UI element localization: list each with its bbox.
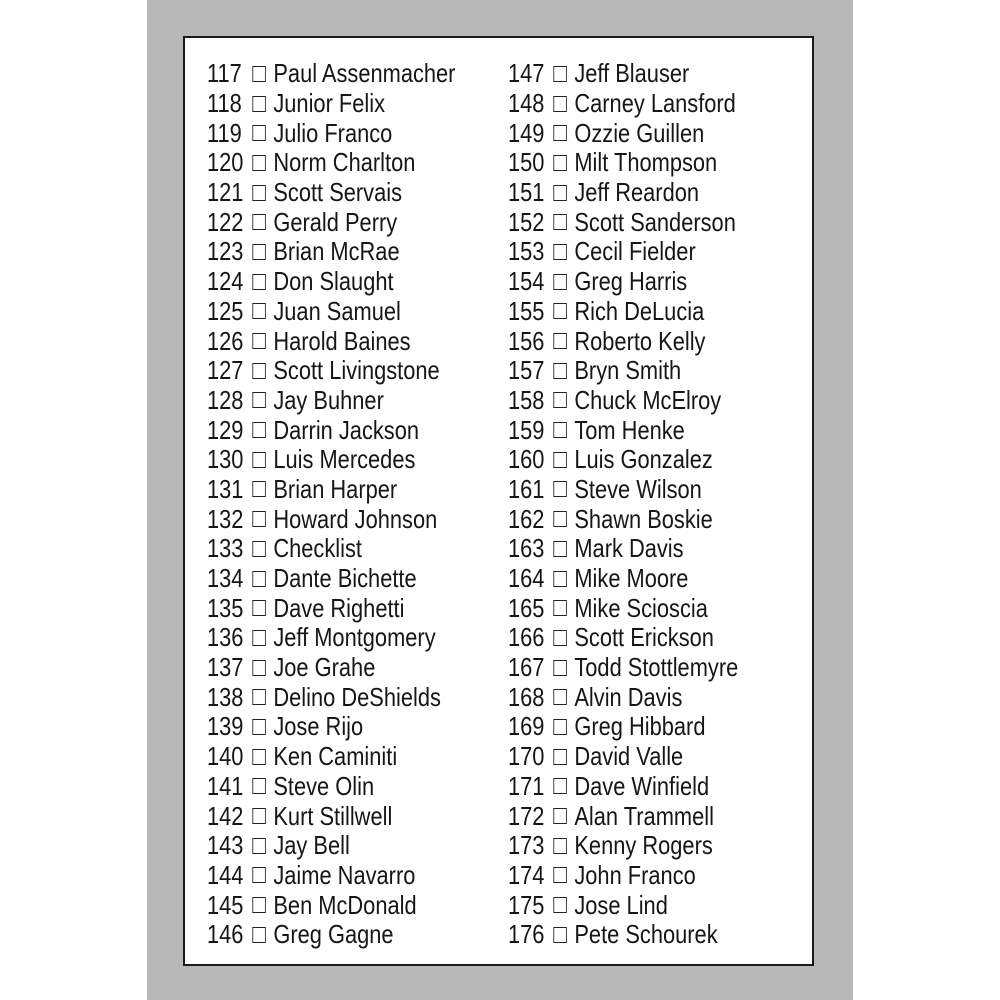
checklist-entry (207, 861, 455, 891)
card-number: 160 (508, 444, 545, 475)
card-number: 156 (508, 325, 545, 356)
checkbox[interactable] (553, 897, 566, 913)
checklist-entry (508, 207, 738, 237)
checkbox[interactable] (553, 214, 566, 230)
card-number: 152 (508, 206, 545, 237)
checklist-entry (207, 593, 455, 623)
checklist-entry (508, 682, 738, 712)
card-number: 129 (207, 414, 244, 445)
checkbox[interactable] (252, 511, 265, 527)
checklist-entry (508, 653, 738, 683)
checklist-entry (508, 118, 738, 148)
card-number: 141 (207, 770, 244, 801)
checklist-entry (207, 890, 455, 920)
player-name: Luis Gonzalez (574, 444, 713, 475)
checklist-entry (508, 297, 738, 327)
checklist-entry (207, 326, 455, 356)
player-name: Harold Baines (273, 325, 411, 356)
player-name: Paul Assenmacher (273, 58, 456, 89)
player-name: Scott Erickson (574, 622, 714, 653)
checkbox[interactable] (553, 749, 566, 765)
checklist-entry (207, 267, 455, 297)
card-number: 159 (508, 414, 545, 445)
checkbox[interactable] (252, 66, 265, 82)
checklist-entry (508, 445, 738, 475)
player-name: Howard Johnson (273, 503, 438, 534)
checkbox[interactable] (553, 689, 566, 705)
checkbox[interactable] (553, 660, 566, 676)
player-name: Brian Harper (273, 473, 398, 504)
checklist-entry (207, 237, 455, 267)
player-name: Jay Buhner (273, 384, 384, 415)
checkbox[interactable] (553, 66, 566, 82)
player-name: Carney Lansford (574, 88, 736, 119)
checkbox[interactable] (252, 481, 265, 497)
player-name: David Valle (574, 741, 684, 772)
checklist-entry (508, 742, 738, 772)
checkbox[interactable] (252, 274, 265, 290)
left-column (207, 59, 503, 950)
player-name: Tom Henke (574, 414, 685, 445)
checkbox[interactable] (252, 96, 265, 112)
player-name: Scott Servais (273, 177, 403, 208)
checklist-entry (508, 831, 738, 861)
checklist-card (147, 0, 853, 1000)
checklist-entry (508, 267, 738, 297)
player-name: Julio Franco (273, 117, 393, 148)
checklist-panel (183, 36, 814, 966)
checklist-entry (508, 326, 738, 356)
checklist-entry (508, 712, 738, 742)
card-number: 138 (207, 681, 244, 712)
card-number: 125 (207, 295, 244, 326)
checklist-entry (508, 504, 738, 534)
player-name: Kenny Rogers (574, 830, 713, 861)
player-name: Dante Bichette (273, 563, 417, 594)
checkbox[interactable] (553, 452, 566, 468)
card-number: 140 (207, 741, 244, 772)
card-number: 120 (207, 147, 244, 178)
checkbox[interactable] (252, 452, 265, 468)
card-number: 136 (207, 622, 244, 653)
player-name: Ozzie Guillen (574, 117, 705, 148)
player-name: Cecil Fielder (574, 236, 696, 267)
checklist-entry (207, 772, 455, 802)
checkbox[interactable] (252, 897, 265, 913)
card-number: 172 (508, 800, 545, 831)
checkbox[interactable] (553, 600, 566, 616)
card-number: 124 (207, 266, 244, 297)
player-name: Gerald Perry (273, 206, 398, 237)
player-name: Joe Grahe (273, 652, 376, 683)
checkbox[interactable] (553, 363, 566, 379)
player-name: Chuck McElroy (574, 384, 722, 415)
checkbox[interactable] (553, 808, 566, 824)
checkbox[interactable] (553, 778, 566, 794)
card-number: 145 (207, 889, 244, 920)
player-name: Brian McRae (273, 236, 400, 267)
checklist-entry (508, 772, 738, 802)
checklist-entry (207, 623, 455, 653)
checkbox[interactable] (252, 541, 265, 557)
checkbox[interactable] (252, 600, 265, 616)
checkbox[interactable] (252, 778, 265, 794)
card-number: 170 (508, 741, 545, 772)
checkbox[interactable] (252, 155, 265, 171)
checklist-entry (508, 178, 738, 208)
checkbox[interactable] (252, 630, 265, 646)
player-name: Ken Caminiti (273, 741, 398, 772)
checkbox[interactable] (553, 630, 566, 646)
checkbox[interactable] (553, 422, 566, 438)
card-number: 155 (508, 295, 545, 326)
player-name: Darrin Jackson (273, 414, 420, 445)
checklist-entry (508, 237, 738, 267)
card-number: 174 (508, 859, 545, 890)
player-name: Greg Hibbard (574, 711, 706, 742)
card-number: 133 (207, 533, 244, 564)
checkbox[interactable] (553, 481, 566, 497)
player-name: Mike Scioscia (574, 592, 708, 623)
player-name: John Franco (574, 859, 696, 890)
card-number: 123 (207, 236, 244, 267)
checkbox[interactable] (553, 571, 566, 587)
player-name: Kurt Stillwell (273, 800, 393, 831)
checkbox[interactable] (252, 392, 265, 408)
card-number: 134 (207, 563, 244, 594)
checklist-entry (508, 801, 738, 831)
checkbox[interactable] (252, 363, 265, 379)
player-name: Scott Sanderson (574, 206, 736, 237)
checkbox[interactable] (252, 719, 265, 735)
player-name: Don Slaught (273, 266, 394, 297)
checkbox[interactable] (553, 838, 566, 854)
checkbox[interactable] (252, 214, 265, 230)
checkbox[interactable] (553, 185, 566, 201)
player-name: Greg Gagne (273, 919, 394, 950)
card-number: 175 (508, 889, 545, 920)
card-number: 139 (207, 711, 244, 742)
checklist-entry (508, 415, 738, 445)
card-number: 127 (207, 355, 244, 386)
checklist-entry (207, 207, 455, 237)
right-column (508, 59, 782, 950)
card-number: 165 (508, 592, 545, 623)
checklist-entry (207, 89, 455, 119)
checklist-entry (207, 148, 455, 178)
card-number: 117 (207, 58, 242, 89)
card-number: 142 (207, 800, 244, 831)
checkbox[interactable] (553, 303, 566, 319)
card-number: 162 (508, 503, 545, 534)
checkbox[interactable] (553, 155, 566, 171)
checklist-entry (207, 445, 455, 475)
player-name: Jeff Montgomery (273, 622, 436, 653)
checkbox[interactable] (553, 867, 566, 883)
card-number: 121 (207, 177, 244, 208)
card-number: 132 (207, 503, 244, 534)
checklist-entry (508, 475, 738, 505)
checkbox[interactable] (252, 749, 265, 765)
card-number: 128 (207, 384, 244, 415)
checklist-entry (207, 356, 455, 386)
checkbox[interactable] (553, 244, 566, 260)
checklist-entry (207, 415, 455, 445)
checkbox[interactable] (553, 541, 566, 557)
card-number: 150 (508, 147, 545, 178)
checklist-entry (508, 593, 738, 623)
card-number: 118 (207, 88, 242, 119)
checkbox[interactable] (252, 689, 265, 705)
card-number: 144 (207, 859, 244, 890)
checkbox[interactable] (553, 927, 566, 943)
card-number: 176 (508, 919, 545, 950)
checkbox[interactable] (553, 719, 566, 735)
player-name: Luis Mercedes (273, 444, 416, 475)
player-name: Dave Righetti (273, 592, 405, 623)
player-name: Alan Trammell (574, 800, 714, 831)
card-number: 163 (508, 533, 545, 564)
checklist-entry (207, 386, 455, 416)
card-number: 164 (508, 563, 545, 594)
player-name: Roberto Kelly (574, 325, 706, 356)
player-name: Jeff Reardon (574, 177, 700, 208)
checklist-entry (207, 742, 455, 772)
checkbox[interactable] (252, 867, 265, 883)
player-name: Junior Felix (273, 88, 386, 119)
player-name: Delino DeShields (273, 681, 441, 712)
checklist-entry (207, 682, 455, 712)
player-name: Jay Bell (273, 830, 350, 861)
player-name: Greg Harris (574, 266, 688, 297)
player-name: Jaime Navarro (273, 859, 416, 890)
card-number: 135 (207, 592, 244, 623)
checklist-entry (207, 712, 455, 742)
player-name: Ben McDonald (273, 889, 417, 920)
checklist-entry (508, 534, 738, 564)
checklist-entry (508, 356, 738, 386)
checklist-entry (508, 564, 738, 594)
checklist-entry (508, 148, 738, 178)
player-name: Alvin Davis (574, 681, 683, 712)
checklist-entry (207, 564, 455, 594)
card-number: 137 (207, 652, 244, 683)
checkbox[interactable] (553, 125, 566, 141)
player-name: Rich DeLucia (574, 295, 705, 326)
card-number: 153 (508, 236, 545, 267)
player-name: Mike Moore (574, 563, 689, 594)
card-number: 169 (508, 711, 545, 742)
card-number: 119 (207, 117, 242, 148)
player-name: Scott Livingstone (273, 355, 440, 386)
checklist-entry (207, 534, 455, 564)
player-name: Mark Davis (574, 533, 684, 564)
checklist-entry (207, 920, 455, 950)
checklist-entry (508, 890, 738, 920)
card-number: 148 (508, 88, 545, 119)
card-number: 122 (207, 206, 244, 237)
card-number: 158 (508, 384, 545, 415)
checkbox[interactable] (252, 571, 265, 587)
player-name: Pete Schourek (574, 919, 718, 950)
checklist-entry (207, 297, 455, 327)
checkbox[interactable] (553, 511, 566, 527)
checklist-entry (207, 118, 455, 148)
card-number: 147 (508, 58, 545, 89)
card-number: 161 (508, 473, 545, 504)
checkbox[interactable] (252, 244, 265, 260)
player-name: Bryn Smith (574, 355, 682, 386)
checkbox[interactable] (553, 392, 566, 408)
checklist-entry (207, 475, 455, 505)
card-number: 157 (508, 355, 545, 386)
checkbox[interactable] (252, 185, 265, 201)
player-name: Milt Thompson (574, 147, 718, 178)
card-number: 151 (508, 177, 545, 208)
player-name: Todd Stottlemyre (574, 652, 739, 683)
checkbox[interactable] (252, 422, 265, 438)
card-number: 149 (508, 117, 545, 148)
player-name: Juan Samuel (273, 295, 401, 326)
card-number: 167 (508, 652, 545, 683)
checkbox[interactable] (252, 333, 265, 349)
card-number: 130 (207, 444, 244, 475)
checkbox[interactable] (252, 660, 265, 676)
checklist-entry (508, 623, 738, 653)
checkbox[interactable] (553, 274, 566, 290)
checklist-entry (508, 920, 738, 950)
player-name: Jose Rijo (273, 711, 364, 742)
card-number: 168 (508, 681, 545, 712)
checkbox[interactable] (252, 125, 265, 141)
checkbox[interactable] (252, 808, 265, 824)
checklist-entry (207, 178, 455, 208)
card-number: 126 (207, 325, 244, 356)
card-number: 154 (508, 266, 545, 297)
player-name: Shawn Boskie (574, 503, 713, 534)
checklist-entry (508, 89, 738, 119)
player-name: Checklist (273, 533, 362, 564)
checklist-entry (508, 386, 738, 416)
card-number: 166 (508, 622, 545, 653)
player-name: Steve Wilson (574, 473, 702, 504)
card-number: 131 (207, 473, 244, 504)
player-name: Jeff Blauser (574, 58, 690, 89)
checklist-entry (207, 504, 455, 534)
player-name: Norm Charlton (273, 147, 416, 178)
checkbox[interactable] (252, 838, 265, 854)
checklist-entry (508, 861, 738, 891)
player-name: Dave Winfield (574, 770, 710, 801)
checkbox[interactable] (553, 333, 566, 349)
checkbox[interactable] (252, 303, 265, 319)
card-number: 143 (207, 830, 244, 861)
checklist-entry (207, 59, 455, 89)
card-number: 171 (508, 770, 545, 801)
checkbox[interactable] (252, 927, 265, 943)
player-name: Jose Lind (574, 889, 668, 920)
player-name: Steve Olin (273, 770, 375, 801)
checklist-entry (207, 831, 455, 861)
checkbox[interactable] (553, 96, 566, 112)
card-number: 146 (207, 919, 244, 950)
checklist-entry (207, 801, 455, 831)
checklist-entry (508, 59, 738, 89)
card-number: 173 (508, 830, 545, 861)
checklist-entry (207, 653, 455, 683)
